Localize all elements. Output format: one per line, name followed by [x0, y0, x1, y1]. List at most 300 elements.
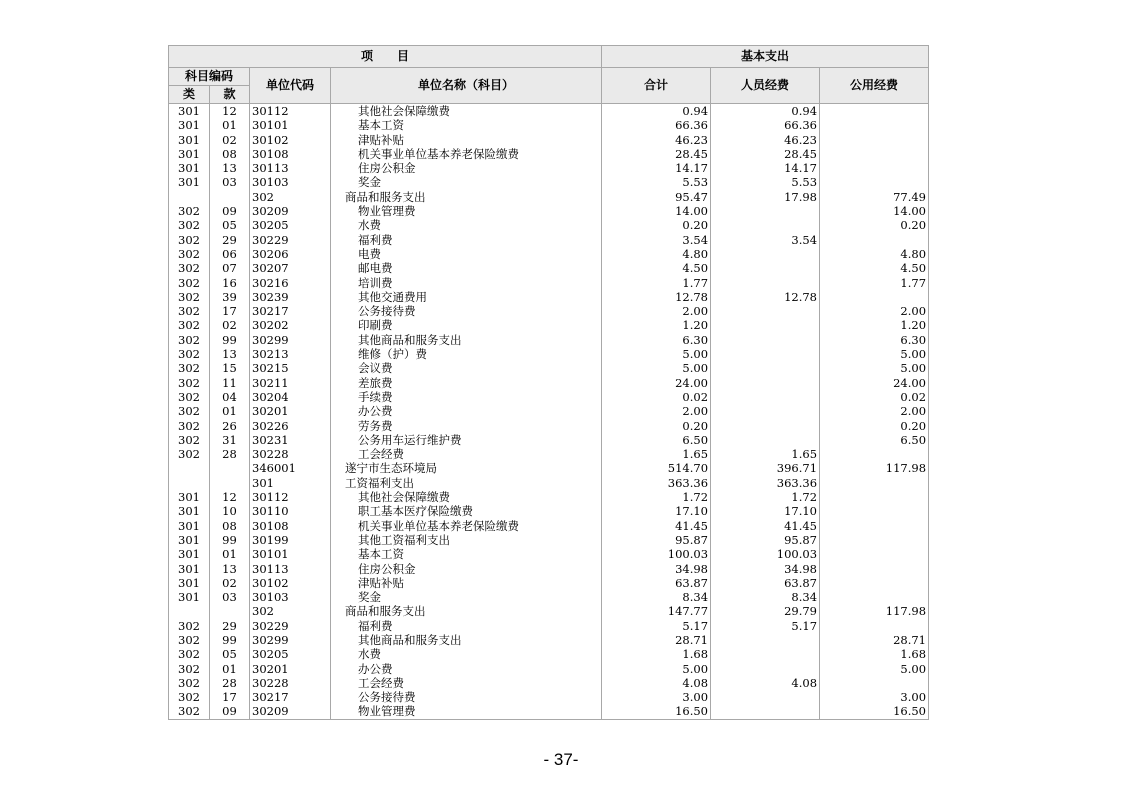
cell-total: 46.23 — [602, 133, 711, 147]
cell-public — [820, 147, 929, 161]
table-row — [169, 676, 929, 690]
table-row — [169, 562, 929, 576]
cell-total: 1.65 — [602, 447, 711, 461]
cell-unit-name: 津贴补贴 — [331, 576, 602, 590]
cell-lei: 301 — [169, 104, 210, 119]
cell-unit-code: 30216 — [250, 276, 331, 290]
cell-public — [820, 476, 929, 490]
cell-lei: 302 — [169, 233, 210, 247]
cell-kuan: 11 — [210, 376, 250, 390]
cell-total: 0.02 — [602, 390, 711, 404]
cell-unit-name: 邮电费 — [331, 261, 602, 275]
table-row — [169, 619, 929, 633]
cell-personnel — [711, 433, 820, 447]
header-total: 合计 — [602, 68, 711, 104]
cell-kuan: 01 — [210, 404, 250, 418]
table-row — [169, 604, 929, 618]
table-row — [169, 690, 929, 704]
cell-public: 4.50 — [820, 261, 929, 275]
cell-total: 0.20 — [602, 218, 711, 232]
table-row — [169, 233, 929, 247]
cell-public: 0.20 — [820, 419, 929, 433]
table-row — [169, 175, 929, 189]
cell-total: 5.53 — [602, 175, 711, 189]
table-body — [169, 104, 929, 720]
cell-total: 2.00 — [602, 404, 711, 418]
cell-total: 12.78 — [602, 290, 711, 304]
cell-kuan: 09 — [210, 204, 250, 218]
cell-kuan: 13 — [210, 562, 250, 576]
cell-unit-code: 30102 — [250, 133, 331, 147]
cell-total: 34.98 — [602, 562, 711, 576]
cell-unit-code: 301 — [250, 476, 331, 490]
cell-personnel: 1.65 — [711, 447, 820, 461]
cell-kuan: 02 — [210, 133, 250, 147]
cell-personnel: 28.45 — [711, 147, 820, 161]
cell-total: 28.45 — [602, 147, 711, 161]
cell-total: 16.50 — [602, 704, 711, 719]
cell-public: 2.00 — [820, 304, 929, 318]
cell-unit-name: 基本工资 — [331, 547, 602, 561]
cell-lei: 301 — [169, 547, 210, 561]
cell-lei: 302 — [169, 676, 210, 690]
cell-lei: 302 — [169, 276, 210, 290]
cell-personnel: 5.17 — [711, 619, 820, 633]
cell-personnel: 4.08 — [711, 676, 820, 690]
cell-unit-name: 其他商品和服务支出 — [331, 333, 602, 347]
cell-lei: 302 — [169, 333, 210, 347]
cell-unit-name: 福利费 — [331, 619, 602, 633]
cell-personnel: 1.72 — [711, 490, 820, 504]
cell-public — [820, 504, 929, 518]
cell-unit-name: 津贴补贴 — [331, 133, 602, 147]
cell-unit-name: 物业管理费 — [331, 204, 602, 218]
cell-kuan: 02 — [210, 318, 250, 332]
cell-personnel — [711, 390, 820, 404]
cell-total: 100.03 — [602, 547, 711, 561]
cell-personnel: 17.98 — [711, 190, 820, 204]
cell-public: 5.00 — [820, 347, 929, 361]
cell-total: 147.77 — [602, 604, 711, 618]
cell-unit-name: 基本工资 — [331, 118, 602, 132]
cell-total: 0.94 — [602, 104, 711, 119]
cell-personnel: 3.54 — [711, 233, 820, 247]
cell-lei — [169, 190, 210, 204]
cell-lei: 302 — [169, 690, 210, 704]
table-row — [169, 333, 929, 347]
header-public: 公用经费 — [820, 68, 929, 104]
cell-kuan: 01 — [210, 118, 250, 132]
cell-personnel — [711, 247, 820, 261]
cell-total: 4.50 — [602, 261, 711, 275]
table-row — [169, 204, 929, 218]
cell-personnel: 34.98 — [711, 562, 820, 576]
header-kemu-code: 科目编码 — [169, 68, 250, 86]
cell-kuan: 08 — [210, 147, 250, 161]
cell-kuan: 12 — [210, 104, 250, 119]
cell-unit-code: 30113 — [250, 562, 331, 576]
cell-total: 5.00 — [602, 662, 711, 676]
header-unit-name: 单位名称（科目） — [331, 68, 602, 104]
cell-unit-code: 30231 — [250, 433, 331, 447]
cell-lei: 302 — [169, 419, 210, 433]
cell-public — [820, 562, 929, 576]
cell-unit-code: 30112 — [250, 104, 331, 119]
header-personnel: 人员经费 — [711, 68, 820, 104]
cell-total: 5.00 — [602, 361, 711, 375]
cell-kuan: 07 — [210, 261, 250, 275]
cell-kuan — [210, 604, 250, 618]
table-row — [169, 218, 929, 232]
cell-unit-code: 30102 — [250, 576, 331, 590]
table-row — [169, 261, 929, 275]
cell-lei: 302 — [169, 347, 210, 361]
cell-kuan: 09 — [210, 704, 250, 719]
cell-unit-code: 30199 — [250, 533, 331, 547]
cell-personnel: 8.34 — [711, 590, 820, 604]
cell-personnel — [711, 633, 820, 647]
cell-unit-code: 30211 — [250, 376, 331, 390]
cell-unit-code: 30113 — [250, 161, 331, 175]
cell-unit-code: 30205 — [250, 647, 331, 661]
cell-public: 5.00 — [820, 361, 929, 375]
cell-personnel: 29.79 — [711, 604, 820, 618]
cell-unit-name: 水费 — [331, 218, 602, 232]
cell-kuan: 06 — [210, 247, 250, 261]
cell-unit-code: 30229 — [250, 233, 331, 247]
cell-unit-code: 30112 — [250, 490, 331, 504]
cell-kuan: 12 — [210, 490, 250, 504]
cell-total: 1.20 — [602, 318, 711, 332]
cell-kuan: 01 — [210, 547, 250, 561]
cell-public — [820, 161, 929, 175]
cell-unit-name: 工资福利支出 — [331, 476, 602, 490]
cell-unit-code: 30239 — [250, 290, 331, 304]
cell-unit-name: 商品和服务支出 — [331, 190, 602, 204]
cell-lei: 302 — [169, 390, 210, 404]
cell-total: 66.36 — [602, 118, 711, 132]
cell-unit-code: 30299 — [250, 333, 331, 347]
cell-lei: 301 — [169, 504, 210, 518]
cell-lei: 302 — [169, 376, 210, 390]
cell-unit-name: 住房公积金 — [331, 562, 602, 576]
cell-public: 24.00 — [820, 376, 929, 390]
cell-unit-code: 30101 — [250, 118, 331, 132]
budget-table — [168, 45, 929, 720]
cell-unit-name: 培训费 — [331, 276, 602, 290]
cell-personnel — [711, 704, 820, 719]
cell-lei: 301 — [169, 519, 210, 533]
cell-unit-code: 30103 — [250, 590, 331, 604]
cell-unit-code: 30207 — [250, 261, 331, 275]
cell-unit-name: 电费 — [331, 247, 602, 261]
cell-public: 14.00 — [820, 204, 929, 218]
cell-total: 14.00 — [602, 204, 711, 218]
cell-total: 2.00 — [602, 304, 711, 318]
cell-kuan: 10 — [210, 504, 250, 518]
cell-total: 0.20 — [602, 419, 711, 433]
cell-public: 2.00 — [820, 404, 929, 418]
cell-kuan: 29 — [210, 619, 250, 633]
cell-personnel — [711, 204, 820, 218]
cell-personnel: 100.03 — [711, 547, 820, 561]
cell-personnel: 66.36 — [711, 118, 820, 132]
table-row — [169, 419, 929, 433]
cell-personnel — [711, 276, 820, 290]
cell-lei: 302 — [169, 633, 210, 647]
table-row — [169, 161, 929, 175]
cell-unit-code: 302 — [250, 190, 331, 204]
cell-total: 95.87 — [602, 533, 711, 547]
cell-personnel: 0.94 — [711, 104, 820, 119]
table-row — [169, 376, 929, 390]
table-row — [169, 662, 929, 676]
cell-public — [820, 290, 929, 304]
cell-public: 0.20 — [820, 218, 929, 232]
cell-public — [820, 519, 929, 533]
header-lei: 类 — [169, 86, 210, 104]
cell-unit-name: 福利费 — [331, 233, 602, 247]
cell-unit-code: 30205 — [250, 218, 331, 232]
cell-kuan: 05 — [210, 647, 250, 661]
cell-total: 3.54 — [602, 233, 711, 247]
table-row — [169, 704, 929, 719]
cell-unit-code: 30204 — [250, 390, 331, 404]
table-row — [169, 476, 929, 490]
cell-kuan: 17 — [210, 304, 250, 318]
cell-lei: 301 — [169, 533, 210, 547]
cell-kuan: 26 — [210, 419, 250, 433]
table-row — [169, 247, 929, 261]
cell-personnel: 5.53 — [711, 175, 820, 189]
cell-unit-code: 30201 — [250, 662, 331, 676]
cell-public — [820, 447, 929, 461]
cell-public — [820, 619, 929, 633]
cell-public — [820, 490, 929, 504]
cell-kuan: 39 — [210, 290, 250, 304]
cell-kuan: 99 — [210, 633, 250, 647]
cell-unit-code: 346001 — [250, 461, 331, 475]
cell-kuan: 02 — [210, 576, 250, 590]
cell-public — [820, 547, 929, 561]
cell-unit-name: 水费 — [331, 647, 602, 661]
cell-public: 16.50 — [820, 704, 929, 719]
cell-lei: 302 — [169, 404, 210, 418]
cell-unit-code: 30209 — [250, 704, 331, 719]
table-header — [169, 46, 929, 104]
cell-personnel — [711, 318, 820, 332]
cell-unit-code: 30299 — [250, 633, 331, 647]
cell-public: 4.80 — [820, 247, 929, 261]
cell-unit-name: 工会经费 — [331, 676, 602, 690]
cell-lei: 301 — [169, 490, 210, 504]
cell-unit-name: 奖金 — [331, 175, 602, 189]
cell-kuan: 16 — [210, 276, 250, 290]
cell-total: 95.47 — [602, 190, 711, 204]
cell-unit-code: 30108 — [250, 147, 331, 161]
cell-unit-name: 工会经费 — [331, 447, 602, 461]
cell-public: 5.00 — [820, 662, 929, 676]
cell-total: 514.70 — [602, 461, 711, 475]
cell-public: 6.30 — [820, 333, 929, 347]
page-number: - 37- — [543, 750, 579, 769]
table-row — [169, 133, 929, 147]
cell-total: 6.50 — [602, 433, 711, 447]
table-row — [169, 633, 929, 647]
cell-kuan — [210, 190, 250, 204]
cell-personnel: 41.45 — [711, 519, 820, 533]
cell-lei: 302 — [169, 619, 210, 633]
cell-unit-code: 30201 — [250, 404, 331, 418]
table-row — [169, 519, 929, 533]
cell-kuan — [210, 476, 250, 490]
cell-lei: 301 — [169, 576, 210, 590]
cell-unit-code: 30202 — [250, 318, 331, 332]
cell-kuan: 08 — [210, 519, 250, 533]
cell-unit-name: 其他社会保障缴费 — [331, 490, 602, 504]
cell-kuan: 03 — [210, 175, 250, 189]
cell-personnel — [711, 304, 820, 318]
cell-total: 3.00 — [602, 690, 711, 704]
cell-kuan: 29 — [210, 233, 250, 247]
table-row — [169, 276, 929, 290]
table-row — [169, 647, 929, 661]
cell-total: 8.34 — [602, 590, 711, 604]
cell-personnel — [711, 662, 820, 676]
table-row — [169, 318, 929, 332]
cell-lei — [169, 476, 210, 490]
cell-total: 6.30 — [602, 333, 711, 347]
cell-lei — [169, 461, 210, 475]
cell-unit-name: 差旅费 — [331, 376, 602, 390]
table-row — [169, 533, 929, 547]
table-row — [169, 490, 929, 504]
cell-unit-code: 30213 — [250, 347, 331, 361]
cell-lei: 301 — [169, 133, 210, 147]
cell-public — [820, 118, 929, 132]
cell-unit-name: 遂宁市生态环境局 — [331, 461, 602, 475]
table-row — [169, 547, 929, 561]
cell-lei: 302 — [169, 204, 210, 218]
cell-unit-name: 公务接待费 — [331, 304, 602, 318]
cell-public: 1.68 — [820, 647, 929, 661]
cell-personnel: 63.87 — [711, 576, 820, 590]
cell-kuan: 28 — [210, 676, 250, 690]
cell-public: 1.20 — [820, 318, 929, 332]
cell-lei: 301 — [169, 147, 210, 161]
cell-personnel: 46.23 — [711, 133, 820, 147]
table-row — [169, 190, 929, 204]
cell-total: 1.77 — [602, 276, 711, 290]
cell-personnel — [711, 347, 820, 361]
cell-lei: 302 — [169, 247, 210, 261]
cell-public: 77.49 — [820, 190, 929, 204]
cell-unit-name: 劳务费 — [331, 419, 602, 433]
cell-unit-name: 会议费 — [331, 361, 602, 375]
cell-unit-name: 维修（护）费 — [331, 347, 602, 361]
cell-lei: 302 — [169, 447, 210, 461]
cell-unit-code: 30206 — [250, 247, 331, 261]
cell-public: 28.71 — [820, 633, 929, 647]
table-row — [169, 361, 929, 375]
cell-unit-name: 物业管理费 — [331, 704, 602, 719]
cell-public — [820, 590, 929, 604]
cell-public: 0.02 — [820, 390, 929, 404]
cell-personnel: 12.78 — [711, 290, 820, 304]
cell-personnel: 363.36 — [711, 476, 820, 490]
table-row — [169, 304, 929, 318]
cell-unit-code: 30101 — [250, 547, 331, 561]
cell-lei: 302 — [169, 704, 210, 719]
header-jiben: 基本支出 — [602, 46, 929, 68]
cell-unit-code: 30226 — [250, 419, 331, 433]
cell-public — [820, 233, 929, 247]
cell-total: 4.08 — [602, 676, 711, 690]
cell-unit-name: 手续费 — [331, 390, 602, 404]
cell-total: 17.10 — [602, 504, 711, 518]
cell-unit-name: 公务接待费 — [331, 690, 602, 704]
cell-lei: 301 — [169, 118, 210, 132]
cell-total: 4.80 — [602, 247, 711, 261]
cell-personnel: 396.71 — [711, 461, 820, 475]
cell-kuan: 31 — [210, 433, 250, 447]
cell-public — [820, 175, 929, 189]
cell-unit-name: 其他交通费用 — [331, 290, 602, 304]
cell-unit-code: 302 — [250, 604, 331, 618]
cell-lei: 302 — [169, 304, 210, 318]
cell-public — [820, 533, 929, 547]
cell-personnel — [711, 218, 820, 232]
cell-public — [820, 576, 929, 590]
cell-personnel: 95.87 — [711, 533, 820, 547]
cell-public: 1.77 — [820, 276, 929, 290]
cell-lei: 302 — [169, 433, 210, 447]
table-row — [169, 590, 929, 604]
cell-kuan: 03 — [210, 590, 250, 604]
cell-unit-code: 30229 — [250, 619, 331, 633]
cell-total: 24.00 — [602, 376, 711, 390]
cell-total: 14.17 — [602, 161, 711, 175]
cell-unit-name: 办公费 — [331, 662, 602, 676]
cell-unit-code: 30110 — [250, 504, 331, 518]
cell-total: 5.17 — [602, 619, 711, 633]
cell-total: 1.68 — [602, 647, 711, 661]
cell-total: 41.45 — [602, 519, 711, 533]
table-row — [169, 118, 929, 132]
cell-kuan: 05 — [210, 218, 250, 232]
cell-lei: 301 — [169, 175, 210, 189]
cell-unit-name: 商品和服务支出 — [331, 604, 602, 618]
cell-total: 63.87 — [602, 576, 711, 590]
cell-personnel — [711, 690, 820, 704]
cell-unit-name: 其他社会保障缴费 — [331, 104, 602, 119]
cell-kuan: 15 — [210, 361, 250, 375]
cell-lei: 301 — [169, 161, 210, 175]
table-row — [169, 147, 929, 161]
cell-unit-code: 30217 — [250, 690, 331, 704]
cell-lei: 302 — [169, 361, 210, 375]
table-row — [169, 433, 929, 447]
cell-total: 1.72 — [602, 490, 711, 504]
cell-personnel — [711, 376, 820, 390]
cell-unit-code: 30108 — [250, 519, 331, 533]
table-row — [169, 576, 929, 590]
cell-unit-code: 30215 — [250, 361, 331, 375]
cell-lei: 302 — [169, 662, 210, 676]
cell-kuan — [210, 461, 250, 475]
cell-total: 28.71 — [602, 633, 711, 647]
cell-unit-name: 公务用车运行维护费 — [331, 433, 602, 447]
